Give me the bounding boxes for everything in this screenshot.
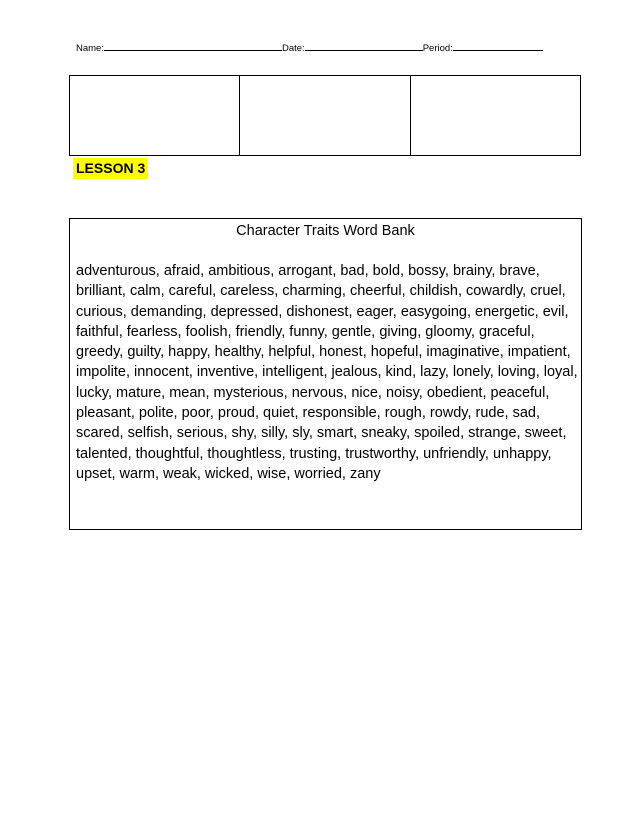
lesson-heading: LESSON 3 [73,158,148,179]
period-label: Period: [422,43,453,54]
empty-box-1 [70,76,240,155]
word-bank-list: adventurous, afraid, ambitious, arrogant, bad, bold, bossy, brainy, brave, brilliant, calm, careful, careless, charming, cheerful, childish, cowardly, cruel, curious, demanding, depressed, dishonest, eager, easygoing, energetic, evil, faithful, fearless, foolish, friendly, funny, gentle, giving, gloomy, graceful, greedy, guilty, happy, healthy, helpful, honest, hopeful, imaginative, impatient, impolite, innocent, inventive, intelligent, jealous, kind, lazy, lonely, loving, loyal, lucky, mature, mean, mysterious, nervous, nice, noisy, obedient, peaceful, pleasant, polite, poor, proud, quiet, responsible, rough, rowdy, rude, sad, scared, selfish, serious, shy, silly, sly, smart, sneaky, spoiled, strange, sweet, talented, thoughtful, thoughtless, trusting, trustworthy, unfriendly, unhappy, upset, warm, weak, wicked, wise, worried, zany [76,263,578,482]
word-bank-title: Character Traits Word Bank [236,223,415,239]
empty-box-2 [240,76,410,155]
empty-box-3 [411,76,580,155]
date-label: Date: [281,43,305,54]
name-label: Name: [76,43,104,54]
empty-boxes-table [69,75,581,156]
worksheet-header [76,40,543,55]
name-blank[interactable] [104,40,282,51]
date-blank[interactable] [305,40,423,51]
word-bank-box [69,218,582,530]
period-blank[interactable] [453,40,543,51]
